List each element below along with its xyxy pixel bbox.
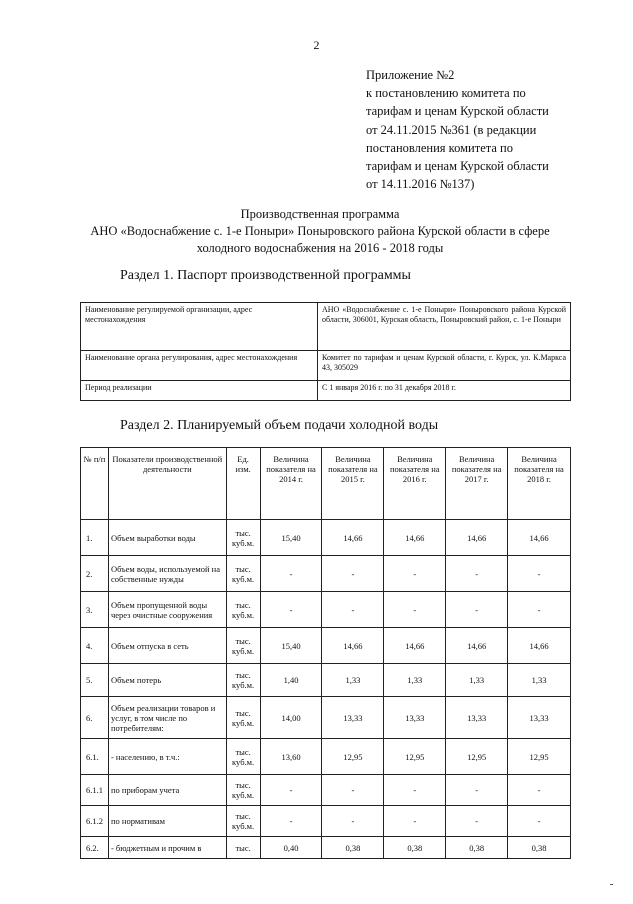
program-title-line: холодного водоснабжения на 2016 - 2018 годы xyxy=(196,241,444,255)
row-value: 14,66 xyxy=(446,520,508,556)
col-header-num: № п/п xyxy=(81,448,109,520)
row-unit: тыс. куб.м. xyxy=(226,739,260,775)
passport-row xyxy=(81,381,571,401)
row-value: - xyxy=(322,806,384,837)
row-value: - xyxy=(508,806,571,837)
col-header-year: Величина показателя на 2016 г. xyxy=(384,448,446,520)
row-value: 15,40 xyxy=(260,520,322,556)
passport-label: Наименование органа регулирования, адрес местонахождения xyxy=(81,351,318,381)
row-value: 13,60 xyxy=(260,739,322,775)
table-row xyxy=(81,806,571,837)
row-indicator: Объем реализации товаров и услуг, в том числе по потребителям: xyxy=(108,697,226,739)
col-header-year: Величина показателя на 2015 г. xyxy=(322,448,384,520)
row-indicator: Объем потерь xyxy=(108,664,226,697)
appendix-line: тарифам и ценам Курской области xyxy=(366,159,549,174)
row-value: 14,66 xyxy=(384,520,446,556)
row-value: 14,00 xyxy=(260,697,322,739)
row-value: - xyxy=(322,556,384,592)
appendix-line: к постановлению комитета по xyxy=(366,86,526,101)
row-value: 0,40 xyxy=(260,837,322,859)
row-indicator: Объем воды, используемой на собственные нужды xyxy=(108,556,226,592)
row-unit: тыс. куб.м. xyxy=(226,520,260,556)
row-number: 6.1. xyxy=(81,739,109,775)
row-unit: тыс. куб.м. xyxy=(226,697,260,739)
program-title xyxy=(60,206,580,257)
row-value: 12,95 xyxy=(508,739,571,775)
appendix-line: от 24.11.2015 №361 (в редакции xyxy=(366,122,537,137)
row-unit: тыс. куб.м. xyxy=(226,806,260,837)
row-indicator: - населению, в т.ч.: xyxy=(108,739,226,775)
row-indicator: Объем пропущенной воды через очистные сооружения xyxy=(108,592,226,628)
row-value: 14,66 xyxy=(508,628,571,664)
appendix-line: от 14.11.2016 №137) xyxy=(366,177,475,192)
table-row xyxy=(81,775,571,806)
passport-label: Наименование регулируемой организации, адрес местонахождения xyxy=(81,303,318,351)
row-value: - xyxy=(384,592,446,628)
row-value: 12,95 xyxy=(446,739,508,775)
row-value: - xyxy=(446,592,508,628)
row-value: 0,38 xyxy=(508,837,571,859)
row-value: 1,33 xyxy=(508,664,571,697)
row-value: - xyxy=(508,556,571,592)
program-title-line: АНО «Водоснабжение с. 1-е Поныри» Поныровского района Курской области в сфере xyxy=(90,224,550,238)
row-unit: тыс. куб.м. xyxy=(226,628,260,664)
row-value: - xyxy=(384,806,446,837)
row-value: - xyxy=(446,775,508,806)
row-value: 1,33 xyxy=(446,664,508,697)
row-value: - xyxy=(508,775,571,806)
row-value: - xyxy=(260,592,322,628)
row-number: 6.2. xyxy=(81,837,109,859)
section1-title: Раздел 1. Паспорт производственной программы xyxy=(120,268,411,283)
row-number: 6.1.1 xyxy=(81,775,109,806)
table-row xyxy=(81,739,571,775)
row-indicator: по приборам учета xyxy=(108,775,226,806)
row-number: 3. xyxy=(81,592,109,628)
row-value: 14,66 xyxy=(322,520,384,556)
row-indicator: Объем отпуска в сеть xyxy=(108,628,226,664)
row-value: 13,33 xyxy=(446,697,508,739)
col-header-year: Величина показателя на 2017 г. xyxy=(446,448,508,520)
table-row xyxy=(81,556,571,592)
program-title-line: Производственная программа xyxy=(240,207,400,221)
row-value: 1,40 xyxy=(260,664,322,697)
scan-mark xyxy=(610,884,613,885)
row-unit: тыс. куб.м. xyxy=(226,556,260,592)
row-unit: тыс. куб.м. xyxy=(226,775,260,806)
row-value: 1,33 xyxy=(384,664,446,697)
row-value: - xyxy=(322,592,384,628)
row-value: - xyxy=(322,775,384,806)
row-value: 13,33 xyxy=(322,697,384,739)
table-row xyxy=(81,628,571,664)
section2-title: Раздел 2. Планируемый объем подачи холодной воды xyxy=(120,418,439,433)
row-value: 14,66 xyxy=(446,628,508,664)
row-value: - xyxy=(260,556,322,592)
appendix-line: тарифам и ценам Курской области xyxy=(366,104,549,119)
row-number: 4. xyxy=(81,628,109,664)
col-header-year: Величина показателя на 2018 г. xyxy=(508,448,571,520)
row-number: 6.1.2 xyxy=(81,806,109,837)
row-value: - xyxy=(260,806,322,837)
table-row xyxy=(81,664,571,697)
appendix-line: Приложение №2 xyxy=(366,68,455,82)
row-number: 2. xyxy=(81,556,109,592)
row-number: 6. xyxy=(81,697,109,739)
row-indicator: - бюджетным и прочим в xyxy=(108,837,226,859)
table-header-row xyxy=(81,448,571,520)
row-number: 1. xyxy=(81,520,109,556)
passport-row xyxy=(81,351,571,381)
row-value: 14,66 xyxy=(322,628,384,664)
page-number: 2 xyxy=(313,38,320,52)
row-unit: тыс. куб.м. xyxy=(226,664,260,697)
table-row xyxy=(81,837,571,859)
passport-label: Период реализации xyxy=(81,381,318,401)
row-value: - xyxy=(508,592,571,628)
row-value: 15,40 xyxy=(260,628,322,664)
water-volume-table xyxy=(80,447,571,859)
row-value: 13,33 xyxy=(508,697,571,739)
table-row xyxy=(81,592,571,628)
row-number: 5. xyxy=(81,664,109,697)
col-header-year: Величина показателя на 2014 г. xyxy=(260,448,322,520)
row-value: 0,38 xyxy=(446,837,508,859)
row-unit: тыс. xyxy=(226,837,260,859)
passport-value: Комитет по тарифам и ценам Курской области, г. Курск, ул. К.Маркса 43, 305029 xyxy=(318,351,571,381)
row-value: 0,38 xyxy=(322,837,384,859)
passport-row xyxy=(81,303,571,351)
row-value: - xyxy=(260,775,322,806)
table-row xyxy=(81,697,571,739)
row-value: 1,33 xyxy=(322,664,384,697)
row-value: - xyxy=(446,556,508,592)
row-value: 0,38 xyxy=(384,837,446,859)
row-indicator: Объем выработки воды xyxy=(108,520,226,556)
row-unit: тыс. куб.м. xyxy=(226,592,260,628)
row-value: - xyxy=(384,775,446,806)
row-value: - xyxy=(446,806,508,837)
row-value: 12,95 xyxy=(384,739,446,775)
appendix-line: постановления комитета по xyxy=(366,140,513,155)
appendix-note xyxy=(366,66,596,193)
row-value: 12,95 xyxy=(322,739,384,775)
row-indicator: по нормативам xyxy=(108,806,226,837)
row-value: 13,33 xyxy=(384,697,446,739)
col-header-unit: Ед. изм. xyxy=(226,448,260,520)
col-header-indicator: Показатели производственной деятельности xyxy=(108,448,226,520)
row-value: 14,66 xyxy=(384,628,446,664)
passport-value: АНО «Водоснабжение с. 1-е Поныри» Поныровского района Курской области, 306001, Курская область, Поныровский район, с. 1-е Поныри xyxy=(318,303,571,351)
row-value: 14,66 xyxy=(508,520,571,556)
passport-table xyxy=(80,302,571,401)
passport-value: С 1 января 2016 г. по 31 декабря 2018 г. xyxy=(318,381,571,401)
table-row xyxy=(81,520,571,556)
row-value: - xyxy=(384,556,446,592)
